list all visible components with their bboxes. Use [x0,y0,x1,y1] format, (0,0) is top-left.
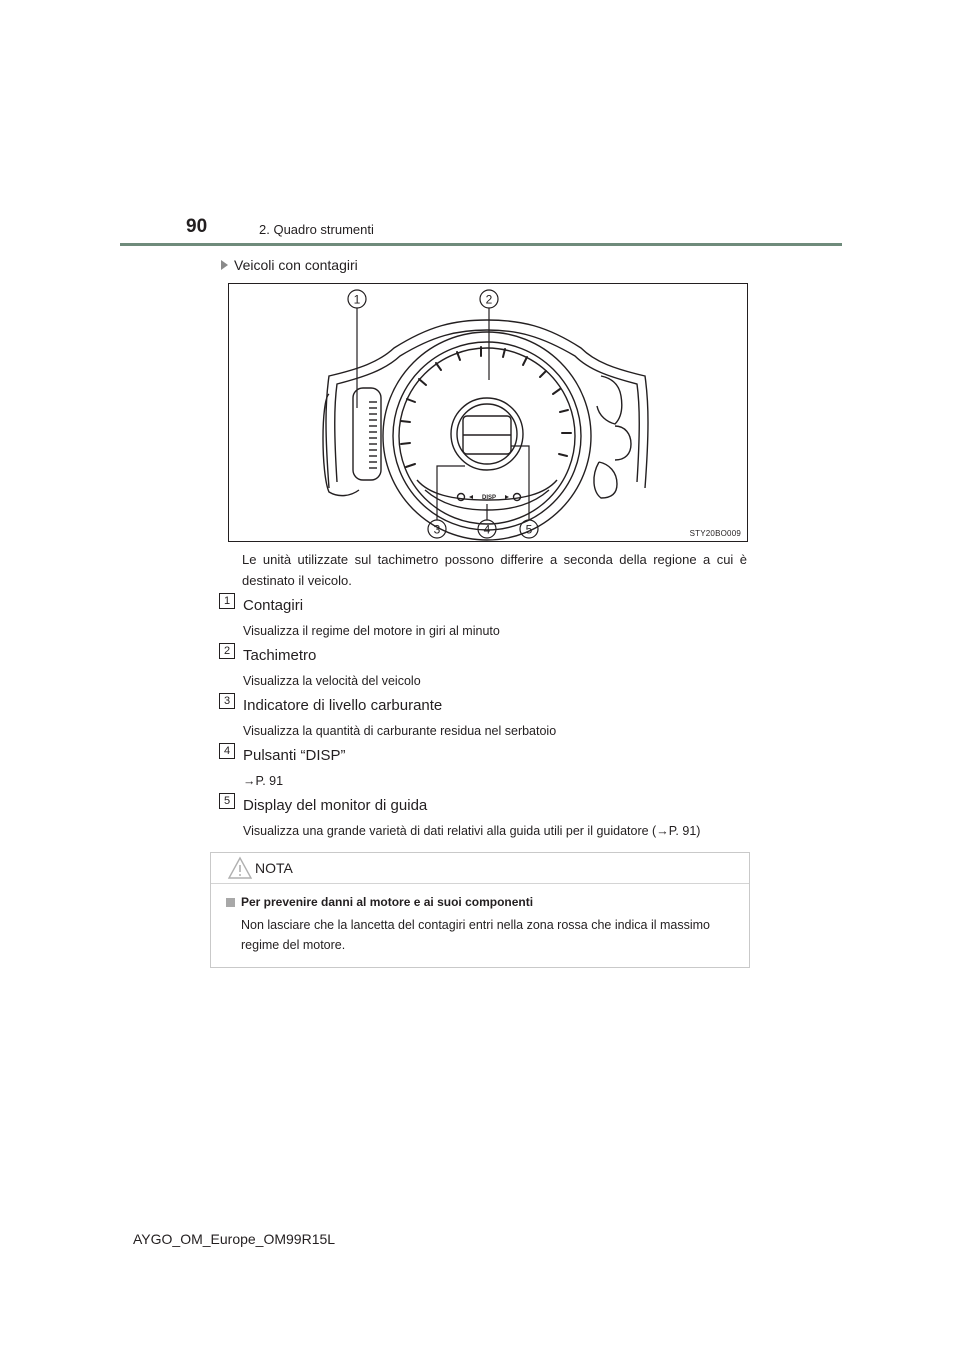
callout-3-label: 3 [433,522,441,537]
square-bullet-icon [226,898,235,907]
triangle-bullet-icon [221,260,228,270]
disp-button-label: DISP [481,495,497,501]
item-number: 4 [219,743,235,759]
item-title: Indicatore di livello carburante [243,697,443,714]
item-number: 1 [219,593,235,609]
item-number: 2 [219,643,235,659]
note-title: NOTA [255,860,293,876]
note-header [211,853,749,884]
instrument-cluster-figure [228,283,748,542]
item-description: Visualizza la velocità del veicolo [243,674,421,688]
item-number: 5 [219,793,235,809]
item-description: →P. 91 [243,774,284,788]
note-subtitle: Per prevenire danni al motore e ai suoi componenti [241,895,534,909]
note-box [210,852,750,968]
page-number: 90 [186,216,208,237]
figure-code: STY20BO009 [689,529,741,538]
intro-paragraph: Le unità utilizzate sul tachimetro possono differire a seconda della regione a cui è destinato il veicolo. [242,552,747,588]
item-number: 3 [219,693,235,709]
warning-icon [227,856,253,880]
callout-1-label: 1 [353,292,361,307]
item-title: Tachimetro [243,647,317,664]
item-title: Pulsanti “DISP” [243,747,346,764]
callout-5-label: 5 [525,522,533,537]
section-subheading [221,257,358,273]
item-title: Display del monitor di guida [243,797,428,814]
item-description: Visualizza il regime del motore in giri al minuto [243,624,500,638]
callout-4-label: 4 [483,522,491,537]
subheading-text: Veicoli con contagiri [234,257,358,273]
item-title: Contagiri [243,597,304,614]
item-description: Visualizza la quantità di carburante residua nel serbatoio [243,724,557,738]
chapter-title: 2. Quadro strumenti [259,222,374,237]
header-divider [120,243,842,246]
note-text: Non lasciare che la lancetta del contagiri entri nella zona rossa che indica il massimo regime del motore. [241,918,710,952]
instrument-cluster-illustration [229,284,747,541]
callout-2-label: 2 [485,292,493,307]
footer-doc-code: AYGO_OM_Europe_OM99R15L [133,1231,336,1247]
item-description: Visualizza una grande varietà di dati relativi alla guida utili per il guidatore (→P. 91) [243,824,701,838]
